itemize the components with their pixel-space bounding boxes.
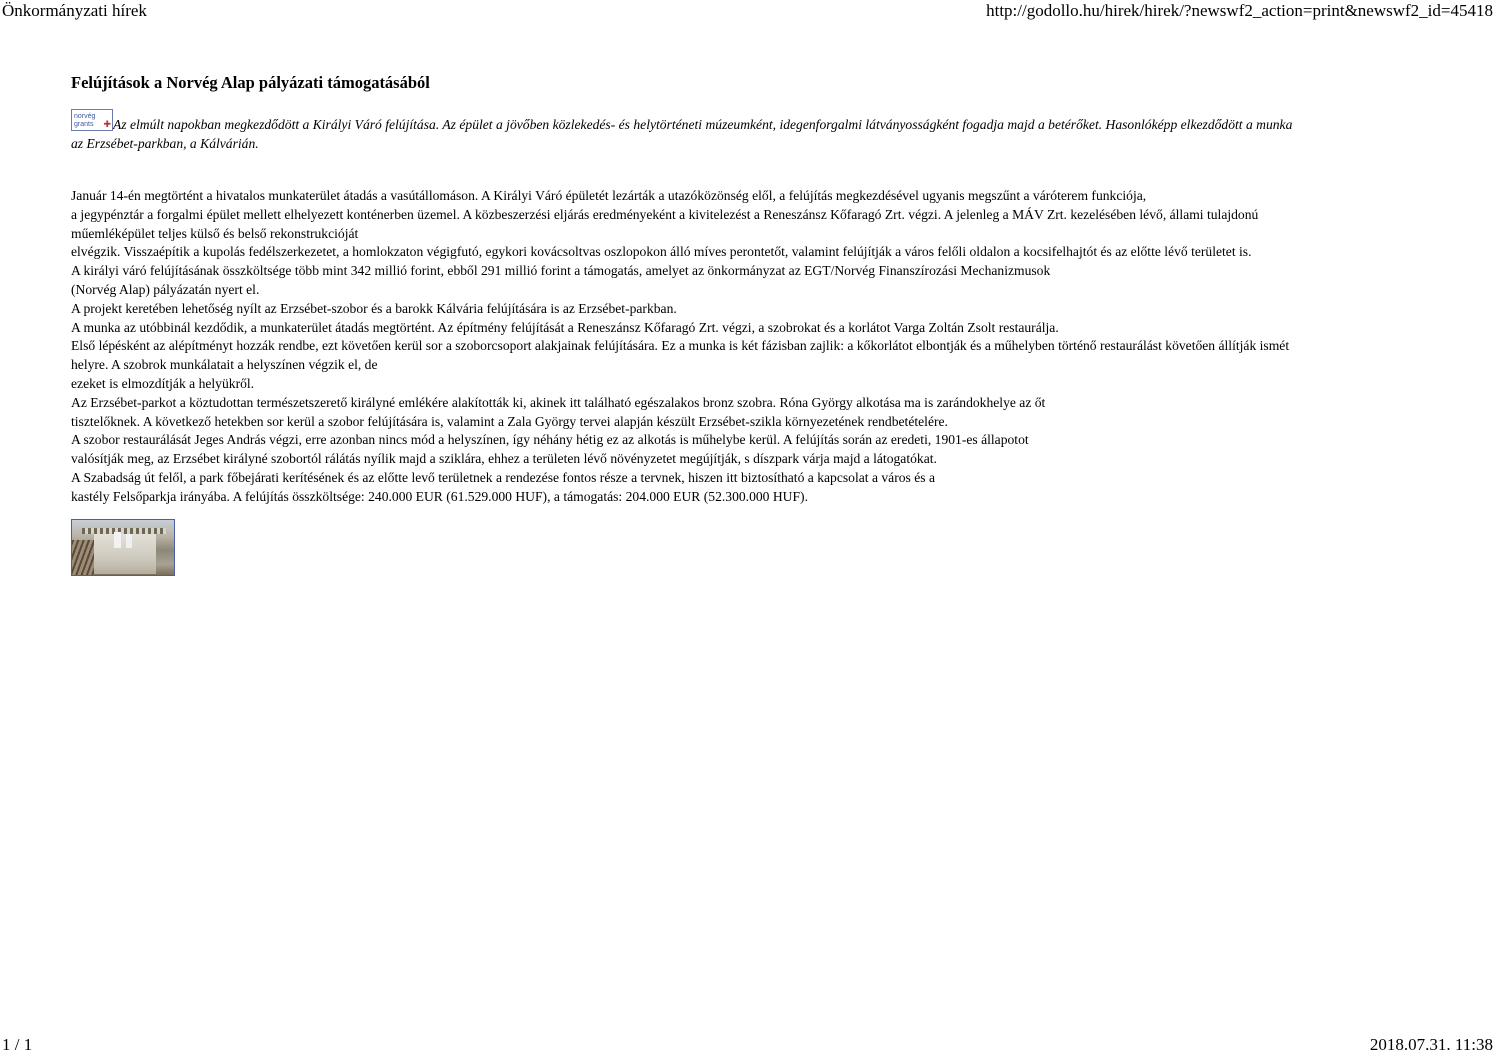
body-line: A Szabadság út felől, a park főbejárati kerítésének és az előtte levő területnek a rendezése fontos része a tervnek, hiszen itt biztosítható a kapcsolat a város és a [71,469,935,485]
body-line: A munka az utóbbinál kezdődik, a munkaterület átadás megtörtént. Az építmény felújítását a Reneszánsz Kőfaragó Zrt. végzi, a szobrokat és a korlátot Varga Zoltán Zsolt restaurálja. [71,319,1059,335]
article [71,72,1416,576]
body-line: A projekt keretében lehetőség nyílt az Erzsébet-szobor és a barokk Kálvária felújítására is az Erzsébet-parkban. [71,300,677,316]
body-line: a jegypénztár a forgalmi épület mellett elhelyezett konténerben üzemel. A közbeszerzési eljárás eredményeként a kivitelezést a Reneszánsz Kőfaragó Zrt. végzi. A jelenleg a MÁV Zrt. kezelésében lévő, állami tulajdonú [71,206,1259,222]
body-line: valósítják meg, az Erzsébet királyné szobortól rálátás nyílik majd a sziklára, ehhez a területen lévő növényzetet megújítják, s díszpark várja majd a látogatókat. [71,451,937,467]
logo-text-line2: grants [74,121,94,128]
body-line: helyre. A szobrok munkálatait a helyszínen végzik el, de [71,357,378,373]
photo-statue [114,532,121,548]
article-photo-thumbnail[interactable] [71,519,175,576]
body-line: Január 14-én megtörtént a hivatalos munkaterület átadás a vasútállomáson. A Királyi Váró épületét lezárták a utazóközönség elől, a felújítás megkezdésével ugyanis megszűnt a váróterem funkciója, [71,188,1147,203]
header-section-title: Önkormányzati hírek [2,1,147,20]
article-title: Felújítások a Norvég Alap pályázati támogatásából [71,73,430,92]
photo-statue [126,534,132,548]
body-line: (Norvég Alap) pályázatán nyert el. [71,281,260,297]
body-line: ezeket is elmozdítják a helyükről. [71,375,255,391]
photo-stairs [94,534,156,574]
body-line: Első lépésként az alépítményt hozzák rendbe, ezt követően kerül sor a szoborcsoport alakjainak felújítására. Ez a munka is két fázisban zajlik: a kőkorlátot elbontják és a műhelyben történő restaurálást követően állítják ismét [71,338,1290,354]
print-timestamp: 2018.07.31. 11:38 [1369,1035,1493,1054]
body-line: A szobor restaurálását Jeges András végzi, erre azonban nincs mód a helyszínen, így néhány hétig ez az alkotás is műhelybe kerül. A felújítás során az eredeti, 1901-es állapotot [71,432,1029,448]
header-url: http://godollo.hu/hirek/hirek/?newswf2_action=print&newswf2_id=45418 [986,1,1493,20]
lead-line-1: Az elmúlt napokban megkezdődött a Királyi Váró felújítása. Az épület a jövőben közlekedés- és helytörténeti múzeumként, idegenforgalmi látványosságként fogadja majd a betérőket. Hasonlóképp elkezdődött a munka [113,117,1293,132]
article-lead [71,109,1416,153]
body-line: tisztelőknek. A következő hetekben sor kerül a szobor felújítására is, valamint a Zala György tervei alapján készült Erzsébet-szikla környezetének rendbetételére. [71,413,948,429]
body-line: elvégzik. Visszaépítik a kupolás fedélszerkezetet, a homlokzaton végigfutó, egykori kovácsoltvas oszlopokon álló míves perontetőt, valamint felújítják a város felőli oldalon a kocsifelhajtót és az előtte lévő területet is. [71,244,1252,260]
body-line: Az Erzsébet-parkot a köztudottan természetszerető királyné emlékére alakították ki, akinek itt található egészalakos bronz szobra. Róna György alkotása ma is zarándokhelye az őt [71,394,1046,410]
page-number: 1 / 1 [2,1035,33,1054]
body-line: A királyi váró felújításának összköltsége több mint 342 millió forint, ebből 291 millió forint a támogatás, amelyet az önkormányzat az EGT/Norvég Finanszírozási Mechanizmusok [71,263,1051,279]
logo-plus-icon: ✚ [103,120,111,130]
body-line: műemléképület teljes külső és belső rekonstrukcióját [71,225,359,241]
photo-tree [72,540,94,576]
logo-text-line1: norvég [74,113,96,120]
lead-line-2: az Erzsébet-parkban, a Kálvárián. [71,136,259,151]
article-body [71,187,1416,507]
body-line: kastély Felsőparkja irányába. A felújítás összköltsége: 240.000 EUR (61.529.000 HUF), a támogatás: 204.000 EUR (52.300.000 HUF). [71,488,808,504]
norway-grants-logo [71,109,113,131]
